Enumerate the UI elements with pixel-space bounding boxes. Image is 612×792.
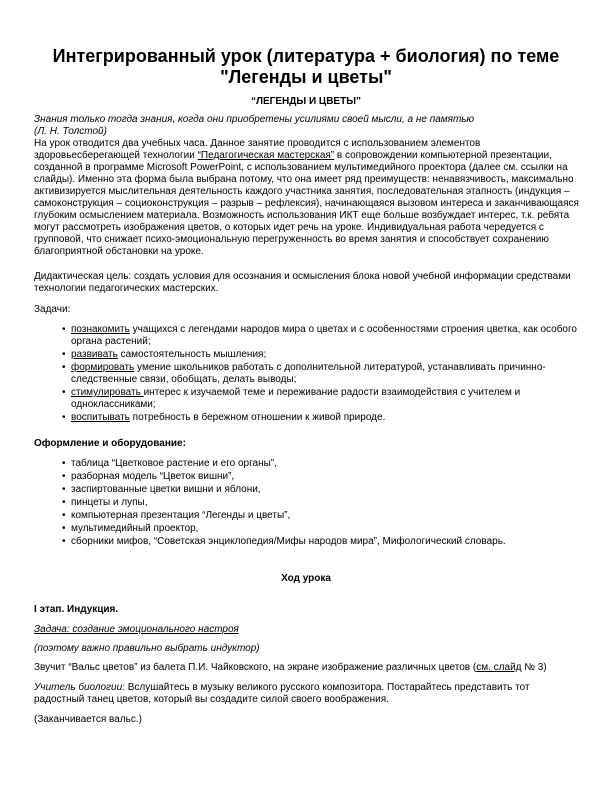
task-verb: воспитывать (71, 412, 130, 423)
epigraph (34, 114, 582, 138)
course-heading: Ход урока (281, 573, 331, 584)
tasks-list (34, 324, 582, 425)
list-item (34, 362, 582, 386)
teacher-speech (34, 682, 582, 706)
equipment-label: Оформление и оборудование: (34, 438, 186, 449)
slide-link[interactable]: см. слайд (476, 662, 522, 673)
list-item: • компьютерная презентация “Легенды и цветы”, (34, 510, 582, 522)
list-item (34, 412, 582, 424)
task-text: учащихся с легендами народов мира о цветах и с особенностями строения цветка, как особого органа растений; (71, 324, 577, 347)
epigraph-author: (Л. Н. Толстой) (34, 126, 107, 137)
task-text: самостоятельность мышления; (117, 349, 267, 360)
list-item: • таблица “Цветковое растение и его органы”, (34, 458, 582, 470)
task-text: умение школьников работать с дополнительной литературой, устанавливать причинно-следственные связи, обобщать, делать выводы; (71, 362, 546, 385)
teacher-label: Учитель биологии: (34, 682, 125, 693)
list-item (34, 349, 582, 361)
subtitle: “ЛЕГЕНДЫ И ЦВЕТЫ” (251, 96, 361, 107)
music-text: Звучит “Вальс цветов” из балета П.И. Чайковского, на экране изображение различных цветов ( (34, 662, 477, 673)
intro-part2: в сопровождении компьютерной презентации, созданной в программе Microsoft PowerPoint, с использованием мультимедийного проектора (далее см. ссылки на слайды). Именно эта форма была выбрана потому, что она имеет ряд преимуществ: ненавязчивость, максимально активизируется мыслительная деятельность каждого участника занятия, последовательная этапность (индукция – самоконструкция – социоконструкция – разрыв – рефлексия), начинающаяся вызовом интереса и заканчивающаяся глубоким осмыслением материала. Возможность использования ИКТ еще больше возбуждает интерес, т.к. ребята могут рассмотреть изображения цветов, о которых идет речь на уроке. Индивидуальная работа чередуется с групповой, что снижает психо-эмоциональную перегруженность во время занятия и способствует сохранению благоприятной обстановки на уроке. (34, 150, 579, 257)
task-verb: развивать (71, 349, 118, 360)
list-item (34, 324, 582, 348)
list-item: • сборники мифов, “Советская энциклопедия/Мифы народов мира”, Мифологический словарь. (34, 536, 582, 548)
list-item: • разборная модель “Цветок вишни”, (34, 471, 582, 483)
music-end: № 3) (521, 662, 547, 673)
list-item: • заспиртованные цветки вишни и яблони, (34, 484, 582, 496)
equipment-list (34, 458, 582, 549)
stage1-note: (поэтому важно правильно выбрать индуктор) (34, 643, 260, 654)
list-item (34, 387, 582, 411)
teacher-text: Вслушайтесь в музыку великого русского композитора. Постарайтесь представить тот радостный танец цветов, который вы создадите силой своего воображения. (34, 682, 530, 705)
task-verb: стимулировать (71, 387, 144, 398)
stage1-heading: I этап. Индукция. (34, 604, 119, 615)
didactic-goal: Дидактическая цель: создать условия для осознания и осмысления блока новой учебной информации средствами технологии педагогических мастерских. (34, 271, 571, 294)
list-item: • мультимедийный проектор, (34, 523, 582, 535)
tasks-label: Задачи: (34, 304, 71, 315)
stage1-task: Задача: создание эмоционального настроя (34, 624, 239, 635)
list-item: • пинцеты и лупы, (34, 497, 582, 509)
music-line (34, 662, 582, 674)
task-verb: познакомить (71, 324, 130, 335)
technology-link[interactable]: “Педагогическая мастерская” (197, 150, 335, 161)
page-title: Интегрированный урок (литература + биология) по теме "Легенды и цветы" (52, 46, 560, 87)
waltz-end: (Заканчивается вальс.) (34, 714, 142, 725)
intro-paragraph (34, 138, 582, 258)
task-verb: формировать (71, 362, 135, 373)
epigraph-quote: Знания только тогда знания, когда они приобретены усилиями своей мысли, а не памятью (34, 114, 475, 125)
intro-part1: На урок отводится два учебных часа. Данное занятие проводится с использованием элементов здоровьесберегающей технологии (34, 138, 481, 161)
task-text: потребность в бережном отношении к живой природе. (129, 412, 386, 423)
task-text: интерес к изучаемой теме и переживание радости взаимодействия с учителем и одноклассниками; (71, 387, 521, 410)
